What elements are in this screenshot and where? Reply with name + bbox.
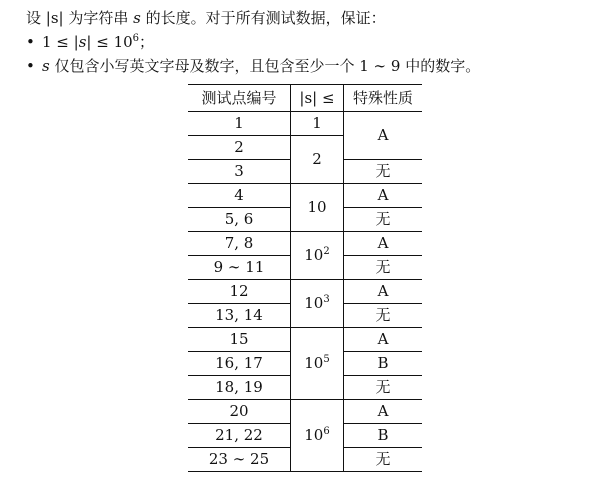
table-row [188, 232, 422, 256]
property-cell: A [344, 328, 423, 352]
limit-exponent: 6 [323, 426, 330, 437]
limit-base: 1 [312, 114, 322, 132]
testcase-cell: 21, 22 [188, 424, 291, 448]
property-cell: 无 [344, 448, 423, 472]
property-cell: A [344, 280, 423, 304]
intro-line [26, 6, 386, 30]
testcase-cell: 13, 14 [188, 304, 291, 328]
limit-exponent: 3 [323, 294, 330, 305]
constraint-text: 1 ≤ [42, 33, 74, 51]
constraint-text: ； [139, 33, 155, 51]
testcase-cell: 9 ∼ 11 [188, 256, 291, 280]
header-property: 特殊性质 [352, 89, 413, 107]
testcase-cell: 4 [188, 184, 291, 208]
testcase-cell: 5, 6 [188, 208, 291, 232]
constraint-math: |s| [73, 33, 92, 51]
bullet-dot: • [26, 33, 35, 51]
property-cell: A [344, 184, 423, 208]
table-row [188, 328, 422, 352]
limit-base: 10 [304, 294, 324, 312]
limit-base: 10 [304, 246, 324, 264]
limit-cell [291, 112, 344, 136]
constraint-list [26, 30, 480, 78]
testcase-cell: 18, 19 [188, 376, 291, 400]
testcase-cell: 1 [188, 112, 291, 136]
testcase-cell: 20 [188, 400, 291, 424]
table-header-row [188, 85, 422, 112]
limit-exponent: 5 [323, 354, 330, 365]
constraint-text: ≤ 10 [91, 33, 133, 51]
property-cell: A [344, 400, 423, 424]
limit-cell [291, 136, 344, 184]
limit-cell [291, 232, 344, 280]
constraint-item [26, 54, 480, 78]
header-testcase: 测试点编号 [188, 85, 291, 112]
table-row [188, 184, 422, 208]
testcase-cell: 23 ∼ 25 [188, 448, 291, 472]
constraint-text: 仅包含小写英文字母及数字，且包含至少一个 1 ∼ 9 中的数字。 [49, 57, 481, 75]
property-cell: B [344, 424, 423, 448]
limit-base: 10 [307, 198, 327, 216]
table-row [188, 280, 422, 304]
testcase-cell: 15 [188, 328, 291, 352]
intro-suffix: 的长度。对于所有测试数据，保证： [140, 9, 386, 27]
limit-cell [291, 400, 344, 472]
constraint-item [26, 30, 480, 54]
testcase-cell: 7, 8 [188, 232, 291, 256]
testcase-cell: 16, 17 [188, 352, 291, 376]
limit-cell [291, 280, 344, 328]
limit-cell [291, 328, 344, 400]
property-cell: 无 [344, 208, 423, 232]
intro-var-s: s [133, 9, 141, 27]
table-row [188, 400, 422, 424]
limit-cell [291, 184, 344, 232]
testcase-cell: 12 [188, 280, 291, 304]
constraint-exponent: 6 [132, 33, 140, 44]
property-cell: 无 [344, 256, 423, 280]
limit-base: 10 [304, 354, 324, 372]
limit-base: 10 [304, 426, 324, 444]
property-cell: 无 [344, 376, 423, 400]
constraint-math: s [42, 57, 50, 75]
property-cell: B [344, 352, 423, 376]
intro-abs-s: |s| [45, 9, 64, 27]
testcase-cell: 2 [188, 136, 291, 160]
property-cell: A [344, 232, 423, 256]
subtask-table [188, 84, 422, 472]
table-row [188, 112, 422, 136]
limit-base: 2 [312, 150, 322, 168]
testcase-cell: 3 [188, 160, 291, 184]
intro-middle: 为字符串 [63, 9, 134, 27]
header-length-limit: |s| ≤ [291, 85, 344, 112]
property-cell: A [344, 112, 423, 160]
property-cell: 无 [344, 304, 423, 328]
intro-prefix: 设 [26, 9, 46, 27]
limit-exponent: 2 [323, 246, 330, 257]
property-cell: 无 [344, 160, 423, 184]
bullet-dot: • [26, 57, 35, 75]
